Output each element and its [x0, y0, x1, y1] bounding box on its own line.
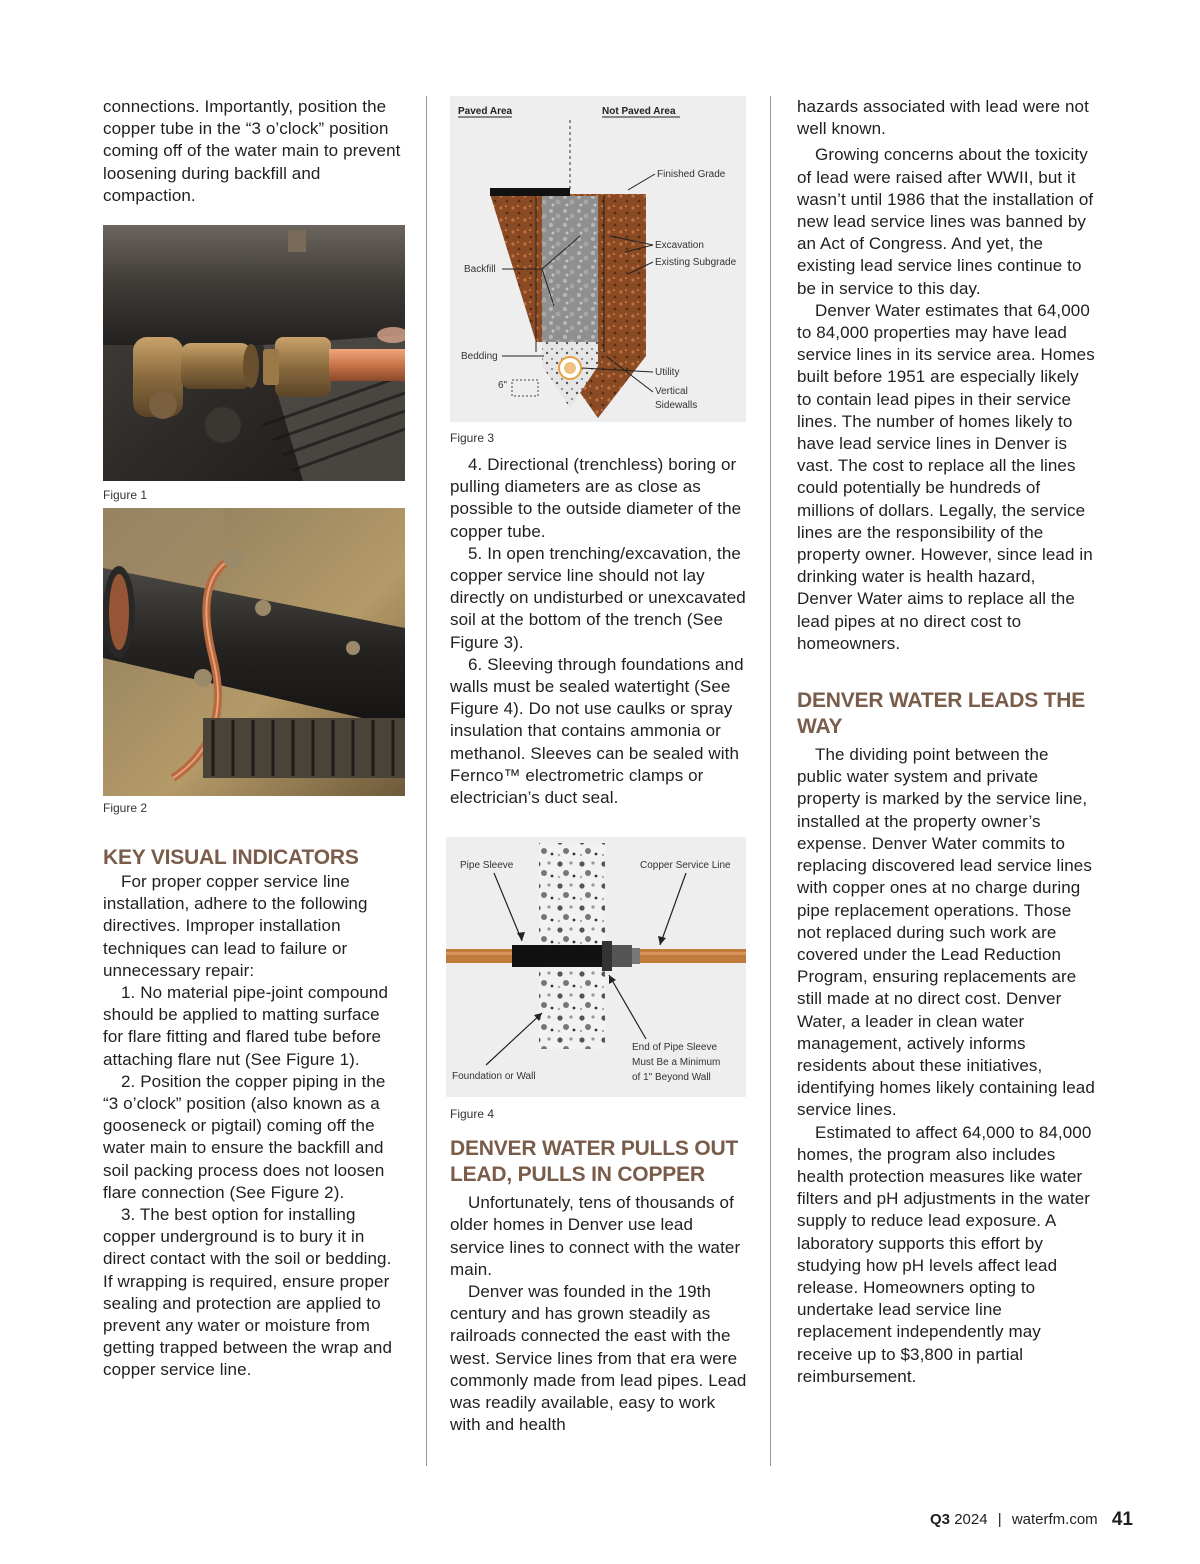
directive-3: 3. The best option for installing copper underground is to bury it in direct contact with the soil or bedding. If wrapping is required, ensure proper sealing and protection are applied to prevent any water or moisture from getting trapped between the wrap and copper service line. [103, 1205, 393, 1380]
figure-3-caption: Figure 3 [450, 431, 495, 445]
copper-service-line-label: Copper Service Line [640, 860, 731, 872]
end-of-sleeve-label-3: of 1" Beyond Wall [632, 1072, 711, 1084]
directive-6: 6. Sleeving through foundations and walls must be sealed watertight (See Figure 4). Do not use caulks or spray insulation that contains ammonia or methanol. Sleeves can be sealed with Fernco™ electrometric clamps or electrician’s duct seal. [450, 654, 744, 808]
column-divider-2 [770, 96, 771, 1466]
six-inch-label: 6" [498, 380, 508, 391]
footer-site[interactable]: waterfm.com [1011, 1511, 1098, 1528]
pulls-out-lead-heading: DENVER WATER PULLS OUT LEAD, PULLS IN COPPER [450, 1137, 739, 1187]
finished-grade-label: Finished Grade [657, 169, 726, 180]
not-paved-area-label: Not Paved Area [602, 106, 676, 117]
directive-2: 2. Position the copper piping in the “3 o’clock” position (also known as a gooseneck or pigtail) coming off the water main to ensure the backfill and soil packing process does not loosen flare connection (See Figure 2). [103, 1071, 386, 1202]
key-visual-indicators-heading: KEY VISUAL INDICATORS [103, 846, 359, 870]
figure-1-caption: Figure 1 [103, 488, 148, 503]
end-of-sleeve-label-1: End of Pipe Sleeve [632, 1042, 718, 1054]
column-1 [103, 96, 403, 1382]
col2-paragraph-4: Unfortunately, tens of thousands of older homes in Denver use lead service lines to connect with the water main. [450, 1193, 741, 1279]
col3-paragraph-2: Growing concerns about the toxicity of lead were raised after WWII, but it wasn’t until 1986 that the installation of new lead service lines was banned by an Act of Congress. And yet, the existing lead service lines continue to be in service to this day. [797, 145, 1094, 298]
sidewalls-label: Sidewalls [655, 400, 698, 411]
figure-3-trench-diagram [450, 96, 746, 422]
existing-subgrade-label: Existing Subgrade [655, 257, 737, 268]
figure-4-sleeve-diagram [446, 837, 746, 1097]
foundation-wall-label: Foundation or Wall [452, 1071, 536, 1083]
footer-divider: | [997, 1511, 1002, 1528]
leads-the-way-heading: DENVER WATER LEADS THE WAY [797, 689, 1086, 739]
bedding-label: Bedding [461, 351, 498, 362]
excavation-label: Excavation [655, 240, 704, 251]
pipe-sleeve-label: Pipe Sleeve [460, 860, 514, 872]
figure-2-caption: Figure 2 [103, 801, 148, 816]
column-divider-1 [426, 96, 427, 1466]
col2-paragraph-5: Denver was founded in the 19th century and has grown steadily as railroads connected the east with the west. Service lines from that era were commonly made from lead pipes. Lead was readily available, easy to work with and health [450, 1282, 747, 1435]
utility-label: Utility [655, 367, 680, 378]
col3-paragraph-5: Estimated to affect 64,000 to 84,000 homes, the program also includes health protection measures like water filters and pH adjustments in the water supply to reduce lead exposure. A laboratory supports this effort by studying how pH levels affect lead release. Homeowners opting to undertake lead service line replacement independently may receive up to $3,800 in partial reimbursement. [797, 1122, 1092, 1386]
paved-area-label: Paved Area [458, 106, 513, 117]
end-of-sleeve-label-2: Must Be a Minimum [632, 1057, 721, 1069]
directive-1: 1. No material pipe-joint compound should be applied to matting surface for flare fitting and flared tube before attaching flare nut (See Figure 1). [103, 983, 389, 1069]
backfill-label: Backfill [464, 264, 496, 275]
page-number: 41 [1111, 1509, 1133, 1530]
col3-paragraph-1: hazards associated with lead were not well known. [797, 97, 1089, 139]
column-2 [450, 96, 748, 1436]
key-indicators-intro: For proper copper service line installation, adhere to the following directives. Improper installation techniques can lead to failure or unnecessary repair: [103, 872, 368, 980]
col3-paragraph-4: The dividing point between the public water system and private property is marked by the service line, installed at the property owner’s expense. Denver Water commits to replacing discovered lead service lines with copper ones at no charge during pipe replacement operations. Those not replaced during such work are covered under the Lead Reduction Program, ensuring replacements are still made at no direct cost. Denver Water, a leader in clean water management, actively informs residents about these initiatives, identifying homes likely containing lead service lines. [797, 745, 1095, 1120]
figure-2-photo [103, 508, 405, 796]
column-3 [797, 96, 1095, 1388]
footer-year: 2024 [954, 1511, 988, 1528]
figure-4-caption: Figure 4 [450, 1107, 495, 1122]
directive-4: 4. Directional (trenchless) boring or pulling diameters are as close as possible to the outside diameter of the copper tube. [450, 455, 742, 541]
footer-quarter: Q3 [930, 1511, 951, 1528]
vertical-label: Vertical [655, 386, 688, 397]
page-footer [930, 1508, 1140, 1532]
col3-paragraph-3: Denver Water estimates that 64,000 to 84,000 properties may have lead service lines in its service area. Homes built before 1951 are especially likely to contain lead pipes in their service lines. The number of homes likely to have lead service lines in Denver is vast. The cost to replace all the lines could potentially be hundreds of millions of dollars. Legally, the service lines are the responsibility of the property owner. However, since lead in drinking water is health hazard, Denver Water aims to replace all the lead pipes at no direct cost to homeowners. [797, 300, 1095, 653]
directive-5: 5. In open trenching/excavation, the copper service line should not lay directly on undisturbed or unexcavated soil at the bottom of the trench (See Figure 3). [450, 543, 746, 652]
intro-paragraph: connections. Importantly, position the copper tube in the “3 o’clock” position coming off of the water main to prevent loosening during backfill and compaction. [103, 97, 401, 205]
figure-1-photo [103, 225, 405, 481]
